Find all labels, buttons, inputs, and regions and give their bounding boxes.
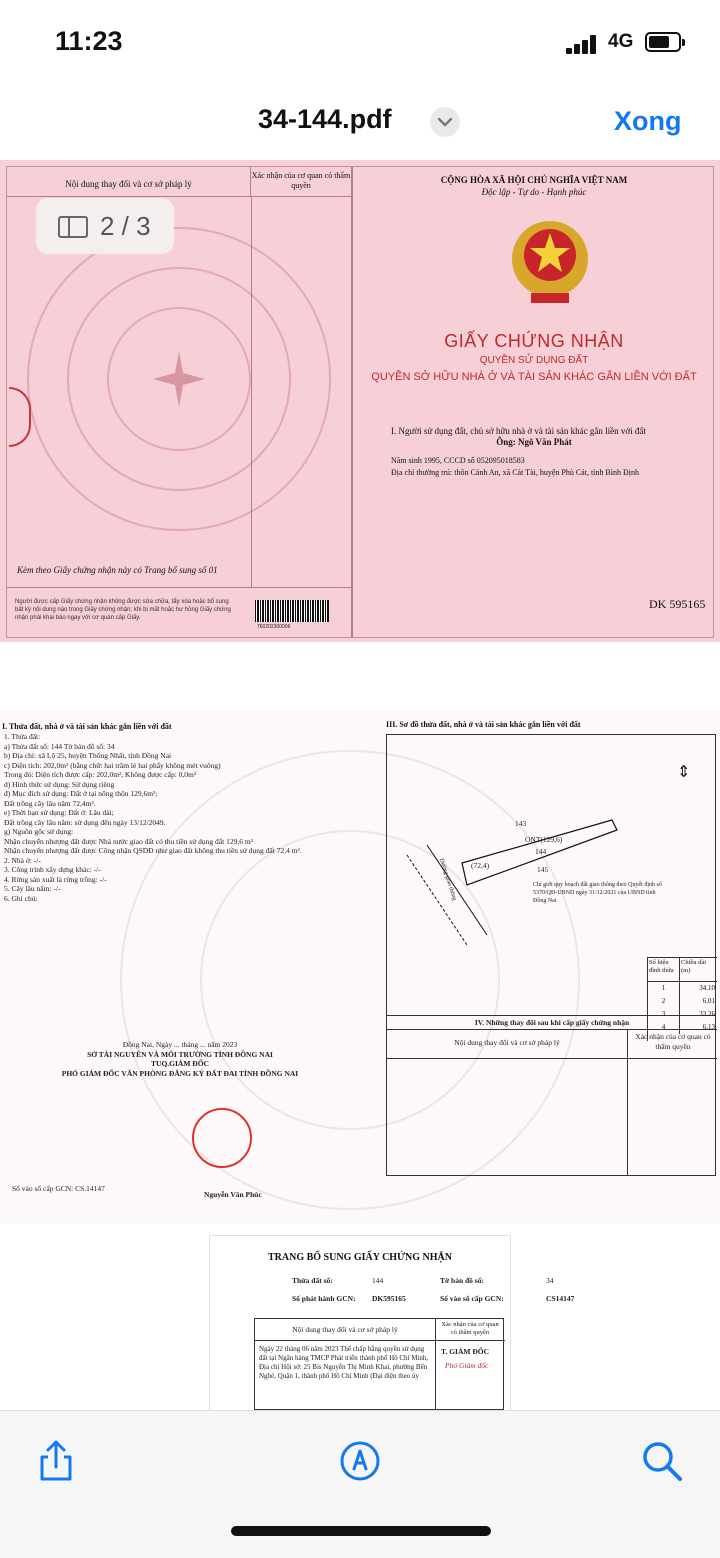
vertex-cell: 3 (648, 1008, 680, 1021)
length-cell: 6.13 (702, 1023, 715, 1031)
vertex-cell: 2 (648, 995, 680, 1008)
search-button[interactable] (640, 1439, 684, 1483)
changes-col-confirm: Xác nhận của cơ quan có thẩm quyền (635, 1032, 711, 1051)
land-info-line: a) Thửa đất số: 144 Tờ bản đồ số: 34 (4, 741, 115, 751)
planning-note: Chỉ giới quy hoạch đất giao thông theo Quyết định số 5370/QĐ-UBND ngày 31/12/2021 của UBND tỉnh Đồng Nai (533, 882, 662, 904)
plot-diagram-svg (387, 735, 715, 955)
owner-name: Ông: Ngô Văn Phát (496, 437, 572, 447)
drum-sun-icon (149, 349, 209, 409)
page-thumbnail-icon (58, 216, 88, 238)
share-button[interactable] (34, 1439, 78, 1483)
land-info-line: 4. Rừng sản xuất là rừng trồng: -/- (4, 874, 107, 884)
p3-parcel-value: 144 (372, 1276, 384, 1285)
home-indicator[interactable] (231, 1526, 491, 1536)
p3-map-value: 34 (546, 1276, 554, 1285)
changes-col-content: Nội dung thay đổi và cơ sở pháp lý (454, 1038, 560, 1047)
changes-section (386, 1016, 716, 1176)
search-icon (640, 1439, 684, 1483)
chevron-down-icon (437, 115, 453, 129)
land-info-line: Đất trồng cây lâu năm 72,4m². (4, 798, 96, 808)
changes-heading: IV. Những thay đổi sau khi cấp giấy chứng nhận (387, 1018, 717, 1030)
land-info-line: c) Diện tích: 202,0m² (bằng chữ: hai trăm lẻ hai phẩy không mét vuông) (4, 760, 221, 770)
p3-stamp-role: T. GIÁM ĐỐC (441, 1347, 489, 1356)
vertex-cell: 1 (648, 982, 680, 995)
share-icon (34, 1439, 78, 1483)
land-info-line: Nhận chuyển nhượng đất được Nhà nước giao đất có thu tiền sử dụng đất 129,6 m² (4, 836, 253, 846)
status-time: 11:23 (55, 26, 123, 56)
p3-serial-value: DK595165 (372, 1294, 406, 1303)
owner-address: Địa chỉ thường trú: thôn Cảnh An, xã Cát Tài, huyện Phù Cát, tỉnh Bình Định (391, 468, 639, 477)
battery-icon (645, 32, 681, 52)
signal-icon (566, 34, 602, 54)
p3-book-label: Số vào sổ cấp GCN: (440, 1294, 504, 1303)
barcode (255, 600, 329, 622)
done-button[interactable]: Xong (614, 106, 682, 136)
neighbor-bottom: 145 (537, 865, 549, 874)
p3-col-content: Nội dung thay đổi và cơ sở pháp lý (292, 1325, 398, 1334)
pdf-page-3 (210, 1236, 575, 1410)
svg-text:⇕: ⇕ (677, 762, 691, 781)
owner-birth-id: Năm sinh 1995, CCCD số 052095018583 (391, 456, 525, 465)
land-info-line: 2. Nhà ở: -/- (4, 855, 41, 865)
vertex-cell: 4 (648, 1021, 680, 1034)
sign-date: Đồng Nai, Ngày ... tháng ... năm 2023 (122, 1040, 238, 1049)
p3-parcel-label: Thửa đất số: (292, 1276, 333, 1285)
table-header-vertex: Số hiệu đỉnh thửa (648, 958, 680, 981)
land-info-line: 3. Công trình xây dựng khác: -/- (4, 865, 101, 874)
land-info-line: d) Hình thức sử dụng: Sử dụng riêng (4, 779, 115, 789)
plot-area-small: (72,4) (471, 861, 490, 870)
land-info-heading: I. Thửa đất, nhà ở và tài sản khác gắn liền với đất (2, 722, 172, 731)
gcn-book-number: Số vào sổ cấp GCN: CS.14147 (12, 1184, 105, 1193)
status-bar (0, 0, 720, 80)
land-info-section (0, 710, 356, 1220)
land-info-line: g) Nguồn gốc sử dụng: (4, 827, 74, 836)
markup-icon (338, 1439, 382, 1483)
land-info-lines (4, 732, 354, 903)
owner-heading: I. Người sử dụng đất, chủ sở hữu nhà ở và tài sản khác gắn liền với đất (391, 426, 646, 436)
warning-fine-print: Người được cấp Giấy chứng nhận không được sửa chữa, tẩy xóa hoặc bổ sung bất kỳ nội dung nào trong Giấy chứng nhận; khi bị mất hoặc hư hỏng Giấy chứng nhận phải khai báo ngay với cơ quan cấp Giấy. (15, 599, 231, 621)
page-indicator (36, 198, 174, 254)
signature-block (0, 1040, 360, 1078)
certificate-title: GIẤY CHỨNG NHẬN (444, 331, 624, 351)
republic-header: CỘNG HÒA XÃ HỘI CHỦ NGHĨA VIỆT NAM (440, 175, 628, 185)
length-cell: 6.01 (702, 997, 715, 1005)
land-info-line: e) Thời hạn sử dụng: Đất ở: Lâu dài; (4, 808, 114, 817)
land-info-line: Trong đó: Diện tích được cấp: 202,0m², Không được cấp: 0,0m² (4, 770, 197, 779)
land-info-line: 6. Ghi chú: (4, 893, 38, 903)
pdf-document-view[interactable] (0, 148, 720, 1410)
certificate-serial: DK 595165 (649, 597, 706, 611)
pdf-page-2 (0, 710, 720, 1224)
plot-diagram-heading: III. Sơ đồ thửa đất, nhà ở và tài sản khác gắn liền với đất (386, 720, 581, 729)
sign-org: SỞ TÀI NGUYÊN VÀ MÔI TRƯỜNG TỈNH ĐỒNG NAI (87, 1049, 273, 1059)
header-content-column: Nội dung thay đổi và cơ sở pháp lý (7, 167, 251, 197)
cert-front-cover (353, 167, 715, 637)
p3-stamp-sub: Phó Giám đốc (445, 1361, 489, 1370)
p3-serial-label: Số phát hành GCN: (292, 1294, 356, 1303)
road-label: Đường giao thông (437, 857, 458, 902)
length-cell: 34.10 (699, 984, 715, 992)
p3-book-value: CS14147 (546, 1294, 575, 1303)
supplement-note: Kèm theo Giấy chứng nhận này có Trang bổ sung số 01 (17, 565, 218, 575)
pdf-page-1 (0, 160, 720, 642)
supplement-title: TRANG BỔ SUNG GIẤY CHỨNG NHẬN (268, 1252, 452, 1263)
title-menu-button[interactable] (430, 107, 460, 137)
document-title[interactable]: 34-144.pdf (258, 104, 392, 134)
supplement-table (254, 1318, 504, 1410)
table-row (648, 982, 717, 995)
length-cell: 33.26 (699, 1010, 715, 1018)
neighbor-top: 143 (515, 819, 527, 828)
table-row (648, 995, 717, 1008)
page-indicator-text: 2 / 3 (100, 211, 151, 241)
certificate-subtitle-2: QUYỀN SỞ HỮU NHÀ Ở VÀ TÀI SẢN KHÁC GẮN LIỀN VỚI ĐẤT (371, 371, 697, 383)
sign-role-1: TUQ.GIÁM ĐỐC (151, 1059, 209, 1068)
land-info-line: 5. Cây lâu năm: -/- (4, 884, 61, 893)
land-info-line: đ) Mục đích sử dụng: Đất ở tại nông thôn 129,6m²; (4, 789, 158, 798)
p3-map-label: Tờ bản đồ số: (440, 1276, 484, 1285)
national-emblem-icon (507, 215, 593, 311)
plot-diagram-section (386, 710, 720, 1220)
plot-label: ONT(129,6) (525, 835, 563, 844)
certificate-subtitle-1: QUYỀN SỬ DỤNG ĐẤT (479, 355, 589, 366)
land-info-line: Nhận chuyển nhượng đất được Công nhận QSDĐ như giao đất không thu tiền sử dụng đất 72,4 m². (4, 846, 302, 855)
land-info-line: Đất trồng cây lâu năm: sử dụng đến ngày 13/12/2049. (4, 817, 166, 827)
sign-role-2: PHÓ GIÁM ĐỐC VĂN PHÒNG ĐĂNG KÝ ĐẤT ĐAI TỈNH ĐỒNG NAI (61, 1068, 299, 1078)
network-type: 4G (608, 31, 634, 52)
land-info-line: 1. Thửa đất: (4, 732, 41, 741)
parcel-number: 144 (535, 847, 547, 856)
p3-col-confirm: Xác nhận của cơ quan có thẩm quyền (441, 1321, 499, 1336)
barcode-number: 760202300006 (257, 624, 291, 630)
motto: Độc lập - Tự do - Hạnh phúc (481, 187, 587, 197)
p3-entry-text: Ngày 22 tháng 06 năm 2023 Thế chấp bằng quyền sử dụng đất tại Ngân hàng TMCP Phát triển thành phố Hồ Chí Minh, Địa chỉ Hội sở: 25 Bis Nguyễn Thị Minh Khai, phường Bến Nghé, Quận 1, thành phố Hồ Chí Minh (Đại diện theo ủy (259, 1345, 429, 1380)
official-seal (192, 1108, 252, 1168)
land-info-line: b) Địa chỉ: xã Lộ 25, huyện Thống Nhất, tỉnh Đồng Nai (4, 751, 172, 760)
table-header-length: Chiều dài (m) (681, 959, 707, 974)
markup-button[interactable] (338, 1439, 382, 1483)
signer-name: Nguyễn Văn Phúc (204, 1190, 262, 1199)
header-confirm-column: Xác nhận của cơ quan có thẩm quyền (251, 171, 351, 190)
